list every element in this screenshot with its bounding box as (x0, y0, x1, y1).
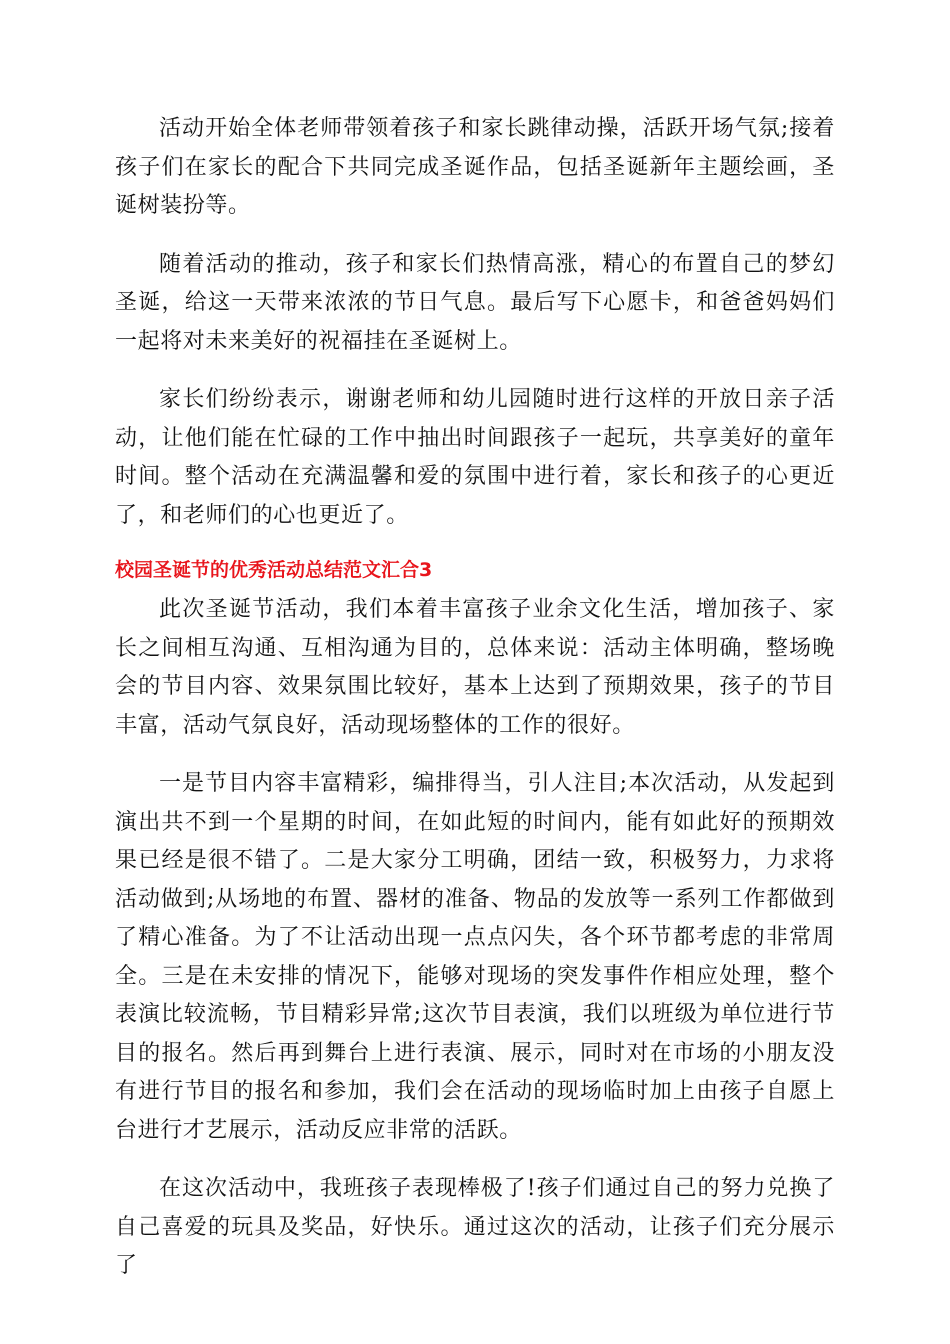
paragraph: 随着活动的推动，孩子和家长们热情高涨，精心的布置自己的梦幻圣诞，给这一天带来浓浓的节日气息。最后写下心愿卡，和爸爸妈妈们一起将对未来美好的祝福挂在圣诞树上。 (115, 251, 835, 354)
paragraph: 在这次活动中，我班孩子表现棒极了!孩子们通过自己的努力兑换了自己喜爱的玩具及奖品，好快乐。通过这次的活动，让孩子们充分展示了 (115, 1176, 835, 1278)
section-heading: 校园圣诞节的优秀活动总结范文汇合3 (115, 559, 433, 581)
paragraph: 活动开始全体老师带领着孩子和家长跳律动操，活跃开场气氛;接着孩子们在家长的配合下共同完成圣诞作品，包括圣诞新年主题绘画，圣诞树装扮等。 (115, 116, 835, 218)
paragraph: 此次圣诞节活动，我们本着丰富孩子业余文化生活，增加孩子、家长之间相互沟通、互相沟通为目的，总体来说：活动主体明确，整场晚会的节目内容、效果氛围比较好，基本上达到了预期效果，孩子的节目丰富，活动气氛良好，活动现场整体的工作的很好。 (115, 597, 835, 738)
paragraph: 家长们纷纷表示，谢谢老师和幼儿园随时进行这样的开放日亲子活动，让他们能在忙碌的工作中抽出时间跟孩子一起玩，共享美好的童年时间。整个活动在充满温馨和爱的氛围中进行着，家长和孩子的心更近了，和老师们的心也更近了。 (115, 387, 835, 528)
paragraph: 一是节目内容丰富精彩，编排得当，引人注目;本次活动，从发起到演出共不到一个星期的时间，在如此短的时间内，能有如此好的预期效果已经是很不错了。二是大家分工明确，团结一致，积极努力，力求将活动做到;从场地的布置、器材的准备、物品的发放等一系列工作都做到了精心准备。为了不让活动出现一点点闪失，各个环节都考虑的非常周全。三是在未安排的情况下，能够对现场的突发事件作相应处理，整个表演比较流畅，节目精彩异常;这次节目表演，我们以班级为单位进行节目的报名。然后再到舞台上进行表演、展示，同时对在市场的小朋友没有进行节目的报名和参加，我们会在活动的现场临时加上由孩子自愿上台进行才艺展示，活动反应非常的活跃。 (115, 771, 835, 1143)
document-body (115, 110, 835, 1306)
